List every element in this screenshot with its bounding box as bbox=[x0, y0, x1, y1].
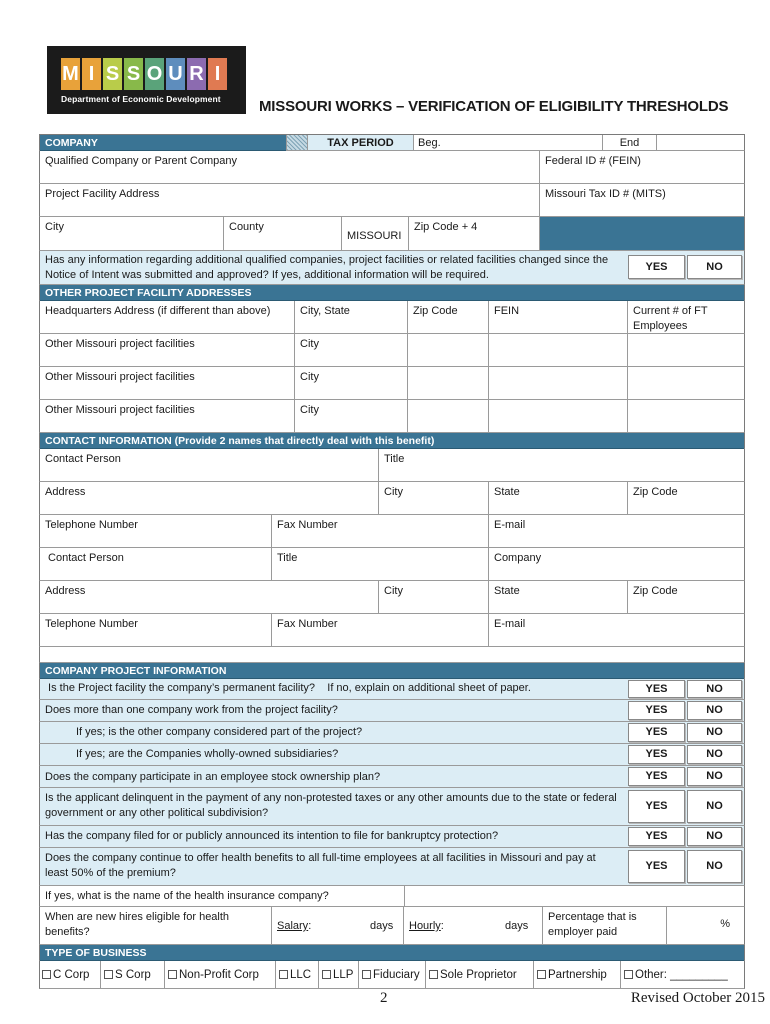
hires-question: When are new hires eligible for health benefits? bbox=[45, 911, 230, 938]
end-value-field[interactable] bbox=[656, 135, 744, 150]
hq-fein-field[interactable]: FEIN bbox=[488, 301, 627, 333]
city-row bbox=[39, 217, 745, 251]
zip4-field[interactable]: Zip Code + 4 bbox=[408, 217, 539, 250]
contact-person-field[interactable]: Contact Person bbox=[45, 453, 121, 465]
contact-address-2-field[interactable]: Address bbox=[45, 585, 86, 597]
info-no-button[interactable]: NO bbox=[687, 255, 742, 279]
address-row bbox=[39, 184, 745, 217]
salary-label: Salary bbox=[277, 920, 309, 932]
option-label: C Corp bbox=[53, 968, 90, 981]
salary-field[interactable] bbox=[271, 907, 403, 944]
contact-title-field[interactable]: Title bbox=[378, 449, 744, 481]
logo-letter: S bbox=[124, 58, 143, 90]
hires-row bbox=[39, 907, 745, 945]
project-question-row bbox=[39, 744, 745, 766]
multiple-company-question: Does more than one company work from the project facility? bbox=[45, 704, 338, 716]
other-facility-zip-field[interactable] bbox=[407, 334, 488, 366]
q3-no-button[interactable]: NO bbox=[687, 723, 742, 742]
q8-yes-button[interactable]: YES bbox=[628, 850, 685, 883]
city-field[interactable]: City bbox=[45, 221, 64, 233]
contact-city-2-field[interactable]: City bbox=[378, 581, 488, 613]
checkbox-icon[interactable] bbox=[104, 970, 113, 979]
q2-no-button[interactable]: NO bbox=[687, 701, 742, 720]
contact-row-2 bbox=[39, 548, 745, 581]
other-facility-city-field[interactable]: City bbox=[294, 400, 407, 432]
delinquent-question: Is the applicant delinquent in the payment of any non-protested taxes or any other amounts due to the state or federal government or any other political subdivision? bbox=[45, 792, 617, 819]
beg-field[interactable]: Beg. bbox=[413, 135, 602, 150]
q7-no-button[interactable]: NO bbox=[687, 827, 742, 846]
other-facility-city-field[interactable]: City bbox=[294, 334, 407, 366]
option-label: Fiduciary bbox=[373, 968, 420, 981]
county-field[interactable]: County bbox=[223, 217, 341, 250]
other-addresses-header-row bbox=[39, 285, 745, 301]
logo-letter: M bbox=[61, 58, 80, 90]
company-header: COMPANY bbox=[40, 135, 286, 151]
project-question-row bbox=[39, 679, 745, 700]
project-question-row bbox=[39, 766, 745, 788]
other-facility-row bbox=[39, 367, 745, 400]
hq-zip-field[interactable]: Zip Code bbox=[407, 301, 488, 333]
missouri-logo bbox=[47, 46, 246, 114]
q4-no-button[interactable]: NO bbox=[687, 745, 742, 764]
state-field: MISSOURI bbox=[341, 217, 408, 250]
q4-yes-button[interactable]: YES bbox=[628, 745, 685, 764]
hq-city-state-field[interactable]: City, State bbox=[294, 301, 407, 333]
other-facility-employees-field[interactable] bbox=[627, 400, 744, 432]
contact-phone-row-2 bbox=[39, 614, 745, 647]
contact-header-row bbox=[39, 433, 745, 449]
logo-letter: R bbox=[187, 58, 206, 90]
contact-state-field[interactable]: State bbox=[488, 482, 627, 514]
q5-no-button[interactable]: NO bbox=[687, 767, 742, 786]
project-question-row bbox=[39, 826, 745, 848]
contact-person-2-field[interactable]: Contact Person bbox=[45, 552, 124, 564]
fax-field[interactable]: Fax Number bbox=[271, 515, 488, 547]
q1-yes-button[interactable]: YES bbox=[628, 680, 685, 698]
other-facility-field[interactable]: Other Missouri project facilities bbox=[45, 404, 195, 416]
other-addresses-header: OTHER PROJECT FACILITY ADDRESSES bbox=[40, 285, 744, 301]
sole-proprietor-option[interactable] bbox=[429, 961, 517, 988]
logo-letter: I bbox=[208, 58, 227, 90]
business-type-row bbox=[39, 961, 745, 989]
hourly-colon: : bbox=[440, 920, 444, 932]
logo-letter: O bbox=[145, 58, 164, 90]
checkbox-icon[interactable] bbox=[362, 970, 371, 979]
c-corp-option[interactable] bbox=[42, 961, 89, 988]
option-label: Partnership bbox=[548, 968, 607, 981]
other-facility-zip-field[interactable] bbox=[407, 367, 488, 399]
logo-letter: U bbox=[166, 58, 185, 90]
contact-title-2-field[interactable]: Title bbox=[271, 548, 488, 580]
project-question-row bbox=[39, 700, 745, 722]
telephone-field[interactable]: Telephone Number bbox=[45, 519, 138, 531]
q7-yes-button[interactable]: YES bbox=[628, 827, 685, 846]
q6-no-button[interactable]: NO bbox=[687, 790, 742, 823]
salary-days: days bbox=[370, 920, 394, 932]
other-facility-fein-field[interactable] bbox=[488, 367, 627, 399]
project-question-row bbox=[39, 848, 745, 886]
option-label: S Corp bbox=[115, 968, 151, 981]
checkbox-icon[interactable] bbox=[429, 970, 438, 979]
company-header-row bbox=[39, 134, 745, 151]
contact-zip-field[interactable]: Zip Code bbox=[627, 482, 744, 514]
s-corp-option[interactable] bbox=[104, 961, 151, 988]
insurance-question: If yes, what is the name of the health insurance company? bbox=[45, 890, 329, 902]
contact-header: CONTACT INFORMATION (Provide 2 names that directly deal with this benefit) bbox=[40, 433, 744, 449]
checkbox-icon[interactable] bbox=[279, 970, 288, 979]
option-label: Other: _________ bbox=[635, 968, 728, 981]
info-change-row bbox=[39, 251, 745, 285]
revision-date: Revised October 2015 bbox=[630, 990, 765, 1006]
insurance-row bbox=[39, 886, 745, 907]
project-header: COMPANY PROJECT INFORMATION bbox=[40, 663, 744, 679]
page-number: 2 bbox=[380, 990, 388, 1006]
hourly-days: days bbox=[505, 920, 529, 932]
email-field[interactable]: E-mail bbox=[488, 515, 744, 547]
esop-question: Does the company participate in an employee stock ownership plan? bbox=[45, 771, 381, 783]
fax-2-field[interactable]: Fax Number bbox=[271, 614, 488, 646]
contact-company-field[interactable]: Company bbox=[488, 548, 744, 580]
other-facility-row bbox=[39, 400, 745, 433]
qualified-company-field[interactable]: Qualified Company or Parent Company bbox=[45, 155, 237, 167]
bankruptcy-question: Has the company filed for or publicly announced its intention to file for bankruptcy protection? bbox=[45, 830, 499, 842]
logo-letters bbox=[61, 58, 227, 90]
q2-yes-button[interactable]: YES bbox=[628, 701, 685, 720]
other-facility-row bbox=[39, 334, 745, 367]
health-benefits-question: Does the company continue to offer health benefits to all full-time employees at all facilities in Missouri and pay at least 50% of the premium? bbox=[45, 852, 596, 879]
other-company-part-question: If yes; is the other company considered part of the project? bbox=[76, 726, 363, 738]
contact-state-2-field[interactable]: State bbox=[488, 581, 627, 613]
business-header-row bbox=[39, 945, 745, 961]
other-option[interactable] bbox=[624, 961, 728, 988]
other-facility-fein-field[interactable] bbox=[488, 400, 627, 432]
insurance-answer-field[interactable] bbox=[404, 886, 744, 906]
logo-letter: S bbox=[103, 58, 122, 90]
hq-address-field[interactable]: Headquarters Address (if different than above) bbox=[45, 305, 271, 317]
llc-option[interactable] bbox=[279, 961, 311, 988]
option-label: LLP bbox=[333, 968, 354, 981]
non-profit-option[interactable] bbox=[168, 961, 259, 988]
fiduciary-option[interactable] bbox=[362, 961, 420, 988]
business-header: TYPE OF BUSINESS bbox=[40, 945, 744, 961]
logo-subtitle: Department of Economic Development bbox=[61, 94, 221, 104]
option-label: Non-Profit Corp bbox=[179, 968, 259, 981]
contact-zip-2-field[interactable]: Zip Code bbox=[627, 581, 744, 613]
contact-address-row-1 bbox=[39, 482, 745, 515]
partnership-option[interactable] bbox=[537, 961, 607, 988]
hourly-label: Hourly bbox=[409, 920, 441, 932]
contact-row-1 bbox=[39, 449, 745, 482]
hatch-block bbox=[286, 135, 307, 150]
telephone-2-field[interactable]: Telephone Number bbox=[45, 618, 138, 630]
employer-paid-percent-field[interactable]: % bbox=[666, 907, 744, 944]
document-title: MISSOURI WORKS – VERIFICATION OF ELIGIBILITY THRESHOLDS bbox=[259, 98, 729, 115]
checkbox-icon[interactable] bbox=[322, 970, 331, 979]
subsidiaries-question: If yes; are the Companies wholly-owned subsidiaries? bbox=[76, 748, 339, 760]
tax-period-label: TAX PERIOD bbox=[307, 135, 413, 150]
llp-option[interactable] bbox=[322, 961, 353, 988]
other-facility-fein-field[interactable] bbox=[488, 334, 627, 366]
checkbox-icon[interactable] bbox=[42, 970, 51, 979]
q5-yes-button[interactable]: YES bbox=[628, 767, 685, 786]
q3-yes-button[interactable]: YES bbox=[628, 723, 685, 742]
shaded-block bbox=[539, 217, 744, 250]
other-facility-field[interactable]: Other Missouri project facilities bbox=[45, 371, 195, 383]
option-label: LLC bbox=[290, 968, 312, 981]
hq-row bbox=[39, 301, 745, 334]
ft-employees-field[interactable]: Current # of FT Employees bbox=[627, 301, 744, 333]
other-facility-zip-field[interactable] bbox=[407, 400, 488, 432]
q8-no-button[interactable]: NO bbox=[687, 850, 742, 883]
other-facility-city-field[interactable]: City bbox=[294, 367, 407, 399]
hourly-field[interactable] bbox=[403, 907, 542, 944]
logo-letter: I bbox=[82, 58, 101, 90]
email-2-field[interactable]: E-mail bbox=[488, 614, 744, 646]
mits-field[interactable]: Missouri Tax ID # (MITS) bbox=[539, 184, 744, 216]
contact-address-field[interactable]: Address bbox=[45, 486, 86, 498]
option-label: Sole Proprietor bbox=[440, 968, 517, 981]
checkbox-icon[interactable] bbox=[624, 970, 633, 979]
company-row bbox=[39, 151, 745, 184]
info-change-question: Has any information regarding additional qualified companies, project facilities or related facilities changed since the Notice of Intent was submitted and approved? If yes, additional information will be required. bbox=[45, 254, 609, 281]
fein-field[interactable]: Federal ID # (FEIN) bbox=[539, 151, 744, 183]
project-question-row bbox=[39, 788, 745, 826]
q6-yes-button[interactable]: YES bbox=[628, 790, 685, 823]
contact-phone-row-1 bbox=[39, 515, 745, 548]
checkbox-icon[interactable] bbox=[168, 970, 177, 979]
salary-colon: : bbox=[308, 920, 312, 932]
spacer-row bbox=[39, 647, 745, 663]
project-question-row bbox=[39, 722, 745, 744]
project-address-field[interactable]: Project Facility Address bbox=[45, 188, 160, 200]
other-facility-field[interactable]: Other Missouri project facilities bbox=[45, 338, 195, 350]
end-field[interactable]: End bbox=[602, 135, 656, 150]
info-yes-button[interactable]: YES bbox=[628, 255, 685, 279]
eligibility-form bbox=[39, 134, 745, 989]
contact-address-row-2 bbox=[39, 581, 745, 614]
other-facility-employees-field[interactable] bbox=[627, 367, 744, 399]
contact-city-field[interactable]: City bbox=[378, 482, 488, 514]
q1-no-button[interactable]: NO bbox=[687, 680, 742, 698]
project-header-row bbox=[39, 663, 745, 679]
other-facility-employees-field[interactable] bbox=[627, 334, 744, 366]
employer-paid-label: Percentage that is employer paid bbox=[542, 907, 666, 944]
checkbox-icon[interactable] bbox=[537, 970, 546, 979]
permanent-facility-question: Is the Project facility the company’s permanent facility? If no, explain on additional sheet of paper. bbox=[45, 682, 531, 694]
